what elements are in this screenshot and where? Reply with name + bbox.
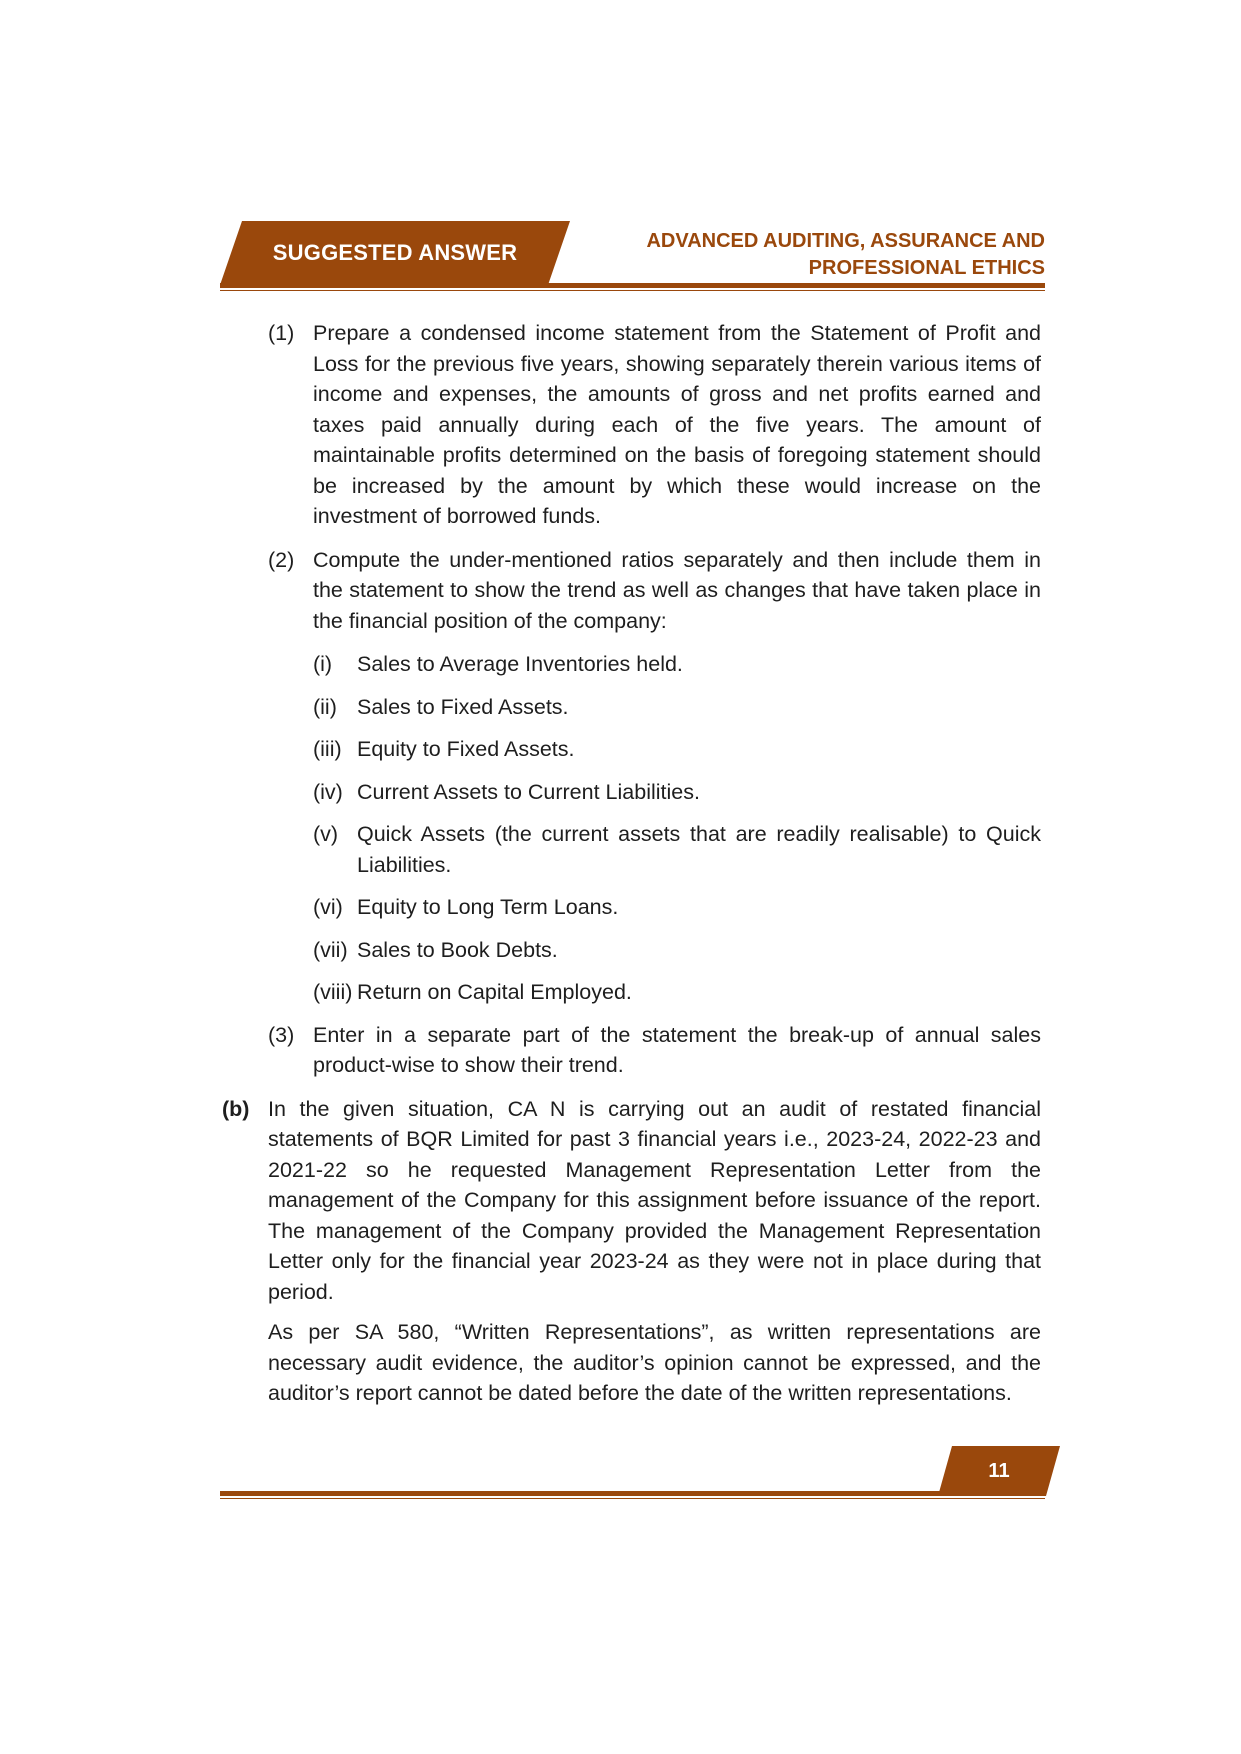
ratio-label: (v) <box>313 822 339 846</box>
page-number: 11 <box>988 1459 1010 1482</box>
header-rule-thin <box>220 290 1045 291</box>
ratio-label: (ii) <box>313 694 337 719</box>
ratio-text: Current Assets to Current Liabilities. <box>357 779 700 804</box>
ratio-label: (viii) <box>313 980 353 1004</box>
part-b-paragraph-1: In the given situation, CA N is carrying out an audit of restated financial statements of BQR Limited for past 3 financial years i.e., 2023-24, 2022-23 and 2021-22 so he requested Management Representation Letter from the management of the Company for this assignment before issuance of the report. The management of the Company provided the Management Representation Letter only for the financial year 2023-24 as they were not in place during that period. <box>268 1096 1041 1304</box>
page-title <box>585 228 1045 282</box>
header-tab-label: SUGGESTED ANSWER <box>272 240 518 265</box>
ratio-text: Equity to Long Term Loans. <box>357 895 619 919</box>
list-item <box>0 1020 1241 1081</box>
ratio-item <box>0 819 1241 880</box>
list-item <box>0 545 1241 637</box>
ratio-item <box>0 777 1241 808</box>
ratio-text: Sales to Average Inventories held. <box>357 652 683 676</box>
item-text: Compute the under-mentioned ratios separately and then include them in the statement to show the trend as well as changes that have taken place in the financial position of the company: <box>313 547 1041 633</box>
item-text: Prepare a condensed income statement from the Statement of Profit and Loss for the previous five years, showing separately therein various items of income and expenses, the amounts of gross and net profits earned and taxes paid annually during each of the five years. The amount of maintainable profits determined on the basis of foregoing statement should be increased by the amount by which these would increase on the investment of borrowed funds. <box>313 321 1041 528</box>
ratio-text: Quick Assets (the current assets that are readily realisable) to Quick Liabilities. <box>357 822 1041 877</box>
ratio-label: (vi) <box>313 895 343 919</box>
ratio-item <box>0 692 1241 723</box>
ratio-item <box>0 977 1241 1008</box>
ratio-item <box>0 892 1241 923</box>
ratio-label: (i) <box>313 652 333 676</box>
footer-rule <box>220 1491 940 1496</box>
answer-body <box>0 318 1241 1409</box>
ratio-item <box>0 649 1241 680</box>
item-text: Enter in a separate part of the statement the break-up of annual sales product-wise to show their trend. <box>313 1022 1041 1077</box>
ratio-text: Equity to Fixed Assets. <box>357 737 575 761</box>
item-label: (2) <box>268 547 295 572</box>
title-line-1: ADVANCED AUDITING, ASSURANCE AND <box>646 230 1045 252</box>
part-b-label: (b) <box>222 1096 250 1121</box>
ratio-text: Sales to Fixed Assets. <box>357 694 569 719</box>
ratio-text: Return on Capital Employed. <box>357 980 632 1004</box>
title-line-2: PROFESSIONAL ETHICS <box>808 257 1045 279</box>
ratio-label: (iii) <box>313 737 342 761</box>
header-rule <box>220 283 1045 288</box>
part-b-paragraph-2: As per SA 580, “Written Representations”, as written representations are necessary audit evidence, the auditor’s opinion cannot be expressed, and the auditor’s report cannot be dated before the date of the written representations. <box>268 1320 1041 1405</box>
ratio-item <box>0 734 1241 765</box>
part-b <box>0 1094 1241 1308</box>
ratio-label: (iv) <box>313 779 343 804</box>
item-label: (1) <box>268 321 295 345</box>
ratio-item <box>0 935 1241 966</box>
ratio-label: (vii) <box>313 937 348 962</box>
footer-rule-thin <box>220 1498 1045 1499</box>
item-label: (3) <box>268 1022 295 1047</box>
ratio-text: Sales to Book Debts. <box>357 937 558 962</box>
list-item <box>0 318 1241 532</box>
